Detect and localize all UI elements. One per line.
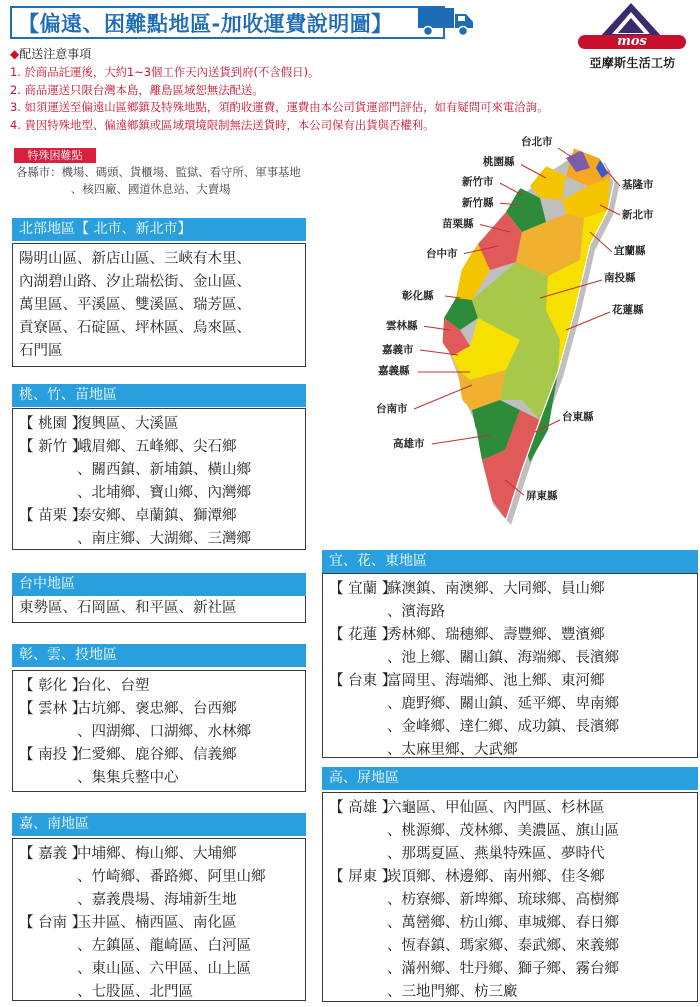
county-label <box>19 866 77 889</box>
diamond-icon: ◆ <box>10 47 20 61</box>
map-label-new-taipei: 新北市 <box>622 209 654 221</box>
map-label-nantou: 南投縣 <box>604 272 636 284</box>
area-text: 、濱海路 <box>387 604 445 620</box>
area-line: 內湖碧山路、汐止瑞松街、金山區、 <box>19 274 251 290</box>
area-line: 石門區 <box>19 343 63 359</box>
area-row <box>329 981 697 1004</box>
county-label: 【 台南 】 <box>19 915 87 931</box>
county-label <box>329 716 387 739</box>
panel-tzm <box>12 408 306 550</box>
area-text: 、桃源鄉、茂林鄉、美濃區、旗山區 <box>387 823 619 839</box>
county-label: 【 花蓮 】 <box>329 627 397 643</box>
county-label: 【 高雄 】 <box>329 800 397 816</box>
area-row <box>329 889 697 912</box>
map-label-yilan: 宜蘭縣 <box>614 245 646 257</box>
map-label-pingtung: 屏東縣 <box>526 490 558 502</box>
area-row <box>19 721 305 744</box>
area-text: 、三地門鄉、枋三廠 <box>387 984 518 1000</box>
county-label <box>329 820 387 843</box>
county-label <box>329 889 387 912</box>
area-row <box>19 935 305 958</box>
map-label-taoyuan: 桃園縣 <box>483 156 515 168</box>
map-label-kaohsiung: 高雄市 <box>393 438 425 450</box>
county-label: 【 新竹 】 <box>19 439 87 455</box>
map-label-taitung: 台東縣 <box>562 411 594 423</box>
area-row <box>329 716 697 739</box>
logo-subtitle: 亞摩斯生活工坊 <box>589 56 676 70</box>
county-label <box>19 958 77 981</box>
county-label <box>329 981 387 1004</box>
county-label: 【 台東 】 <box>329 673 397 689</box>
notice-item: 4. 貴因特殊地型、偏遠鄉鎮或區域環境限制無法送貨時，本公司保有出貨與否權利。 <box>10 117 435 132</box>
region-title-east: 宜、花、東地區 <box>322 550 698 573</box>
notice-list <box>10 64 700 134</box>
area-text: 玉井區、楠西區、南化區 <box>77 915 237 931</box>
notice-heading-text: 配送注意事項 <box>19 47 92 61</box>
area-text: 仁愛鄉、鹿谷鄉、信義鄉 <box>77 747 237 763</box>
map-label-chiayi-county: 嘉義縣 <box>378 365 410 377</box>
panel-taichung <box>12 595 306 623</box>
area-text: 峨眉鄉、五峰鄉、尖石鄉 <box>77 439 237 455</box>
county-label <box>19 889 77 912</box>
area-text: 、滿州鄉、牡丹鄉、獅子鄉、霧台鄉 <box>387 961 619 977</box>
area-row <box>19 482 305 505</box>
area-text: 、七股區、北門區 <box>77 984 193 1000</box>
area-row <box>329 739 697 762</box>
area-row <box>19 767 305 790</box>
area-row <box>329 647 697 670</box>
area-text: 、四湖鄉、口湖鄉、水林鄉 <box>77 724 251 740</box>
county-label <box>329 958 387 981</box>
area-text: 、嘉義農場、海埔新生地 <box>77 892 237 908</box>
area-text: 六龜區、甲仙區、內門區、杉林區 <box>387 800 605 816</box>
area-text: 、關西鎮、新埔鎮、橫山鄉 <box>77 462 251 478</box>
county-label: 【 宜蘭 】 <box>329 581 397 597</box>
map-label-changhua: 彰化縣 <box>402 290 434 302</box>
county-label <box>329 912 387 935</box>
county-label <box>329 739 387 762</box>
area-row <box>19 675 305 698</box>
area-text: 、恆春鎮、瑪家鄉、泰武鄉、來義鄉 <box>387 938 619 954</box>
map-label-chiayi-city: 嘉義市 <box>382 344 414 356</box>
area-row <box>329 912 697 935</box>
area-text: 古坑鄉、褒忠鄉、台西鄉 <box>77 701 237 717</box>
area-row <box>329 624 697 647</box>
area-text: 、太麻里鄉、大武鄉 <box>387 742 518 758</box>
area-text: 、萬巒鄉、枋山鄉、車城鄉、春日鄉 <box>387 915 619 931</box>
county-label: 【 彰化 】 <box>19 678 87 694</box>
area-row <box>329 866 697 889</box>
county-label <box>329 647 387 670</box>
notice-item: 2. 商品運送只限台灣本島，離島區域恕無法配送。 <box>10 82 264 97</box>
area-text: 富岡里、海端鄉、池上鄉、東河鄉 <box>387 673 605 689</box>
area-text: 、東山區、六甲區、山上區 <box>77 961 251 977</box>
area-text: 復興區、大溪區 <box>77 416 179 432</box>
map-label-hualien: 花蓮縣 <box>612 304 644 316</box>
map-label-yunlin: 雲林縣 <box>386 320 418 332</box>
county-label <box>19 459 77 482</box>
area-text: 、集集兵整中心 <box>77 770 179 786</box>
notice-heading <box>10 45 91 62</box>
region-title-taichung: 台中地區 <box>12 573 306 596</box>
county-label <box>19 482 77 505</box>
title-bar <box>10 6 445 39</box>
special-points-list <box>16 164 301 197</box>
map-label-taipei: 台北市 <box>521 136 553 148</box>
area-text: 秀林鄉、瑞穗鄉、壽豐鄉、豐濱鄉 <box>387 627 605 643</box>
area-row <box>19 843 305 866</box>
county-label <box>19 981 77 1004</box>
area-row <box>329 601 697 624</box>
area-row <box>329 693 697 716</box>
area-row <box>19 698 305 721</box>
county-label: 【 桃園 】 <box>19 416 87 432</box>
county-label: 【 雲林 】 <box>19 701 87 717</box>
area-row <box>329 797 697 820</box>
region-title-kp: 高、屏地區 <box>322 767 698 790</box>
panel-cn <box>12 838 306 1001</box>
area-text: 、左鎮區、龍崎區、白河區 <box>77 938 251 954</box>
map-label-hsinchu-county: 新竹縣 <box>462 197 494 209</box>
panel-east <box>322 573 698 758</box>
notice-item: 3. 如須運送至偏遠山區鄉鎮及特殊地點，須酌收運費，運費由本公司貨運部門評估，如有疑問可來電洽詢。 <box>10 100 549 115</box>
panel-cyt <box>12 670 306 792</box>
area-text: 、鹿野鄉、關山鎮、延平鄉、卑南鄉 <box>387 696 619 712</box>
map-label-miaoli: 苗栗縣 <box>442 218 474 230</box>
region-title-cyt: 彰、雲、投地區 <box>12 644 306 667</box>
county-label <box>329 843 387 866</box>
county-label <box>329 935 387 958</box>
area-row <box>329 958 697 981</box>
county-label <box>19 767 77 790</box>
taiwan-map <box>370 130 700 530</box>
area-row <box>19 413 305 436</box>
region-title-tzm: 桃、竹、苗地區 <box>12 384 306 407</box>
map-label-keelung: 基隆市 <box>622 179 654 191</box>
area-text: 、池上鄉、關山鎮、海端鄉、長濱鄉 <box>387 650 619 666</box>
area-row <box>329 820 697 843</box>
area-row <box>19 889 305 912</box>
notice-item: 1. 於商品託運後，大約1~3個工作天內送貨到府(不含假日)。 <box>10 65 320 79</box>
area-row <box>19 436 305 459</box>
area-line: 東勢區、石岡區、和平區、新社區 <box>19 600 237 616</box>
county-label: 【 屏東 】 <box>329 869 397 885</box>
area-line: 貢寮區、石碇區、坪林區、烏來區、 <box>19 320 251 336</box>
area-line: 陽明山區、新店山區、三峽有木里、 <box>19 251 251 267</box>
area-text: 、枋寮鄉、新埤鄉、琉球鄉、高樹鄉 <box>387 892 619 908</box>
county-label <box>19 721 77 744</box>
area-row <box>329 935 697 958</box>
area-row <box>329 843 697 866</box>
map-label-tainan: 台南市 <box>376 403 408 415</box>
area-row <box>19 958 305 981</box>
area-row <box>19 981 305 1004</box>
county-label <box>19 528 77 551</box>
area-row <box>19 744 305 767</box>
area-text: 泰安鄉、卓蘭鎮、獅潭鄉 <box>77 508 237 524</box>
area-text: 崁頂鄉、林邊鄉、南州鄉、佳冬鄉 <box>387 869 605 885</box>
truck-icon <box>416 4 476 38</box>
map-label-taichung: 台中市 <box>426 248 458 260</box>
area-text: 、金峰鄉、達仁鄉、成功鎮、長濱鄉 <box>387 719 619 735</box>
special-points-tag: 特殊困難點 <box>14 148 96 163</box>
area-text: 、南庄鄉、大湖鄉、三灣鄉 <box>77 531 251 547</box>
area-line: 萬里區、平溪區、雙溪區、瑞芳區、 <box>19 297 251 313</box>
page-title: 【偏遠、困難點地區-加收運費說明圖】 <box>18 11 393 36</box>
area-text: 、北埔鄉、寶山鄉、內灣鄉 <box>77 485 251 501</box>
county-label: 【 嘉義 】 <box>19 846 87 862</box>
county-label <box>19 935 77 958</box>
region-title-north: 北部地區【 北市、新北市】 <box>12 218 306 241</box>
area-row <box>329 670 697 693</box>
special-line: 各縣市：機場、碼頭、貨櫃場、監獄、看守所、軍事基地 <box>16 165 301 179</box>
area-row <box>19 528 305 551</box>
area-row <box>329 578 697 601</box>
area-text: 、竹崎鄉、番路鄉、阿里山鄉 <box>77 869 266 885</box>
region-title-cn: 嘉、南地區 <box>12 813 306 836</box>
area-text: 中埔鄉、梅山鄉、大埔鄉 <box>77 846 237 862</box>
panel-kp <box>322 792 698 1002</box>
map-label-hsinchu-city: 新竹市 <box>462 176 494 188</box>
county-label: 【 苗栗 】 <box>19 508 87 524</box>
area-row <box>19 459 305 482</box>
area-text: 蘇澳鎮、南澳鄉、大同鄉、員山鄉 <box>387 581 605 597</box>
area-text: 、那瑪夏區、燕巢特殊區、夢時代 <box>387 846 605 862</box>
county-label <box>329 601 387 624</box>
county-label: 【 南投 】 <box>19 747 87 763</box>
panel-north <box>12 243 306 367</box>
area-text: 台化、台塑 <box>77 678 150 694</box>
special-line: 、核四廠、國道休息站、大賣場 <box>71 181 231 196</box>
area-row <box>19 912 305 935</box>
area-row <box>19 505 305 528</box>
area-row <box>19 866 305 889</box>
county-label <box>329 693 387 716</box>
logo-text: mos <box>578 35 686 49</box>
